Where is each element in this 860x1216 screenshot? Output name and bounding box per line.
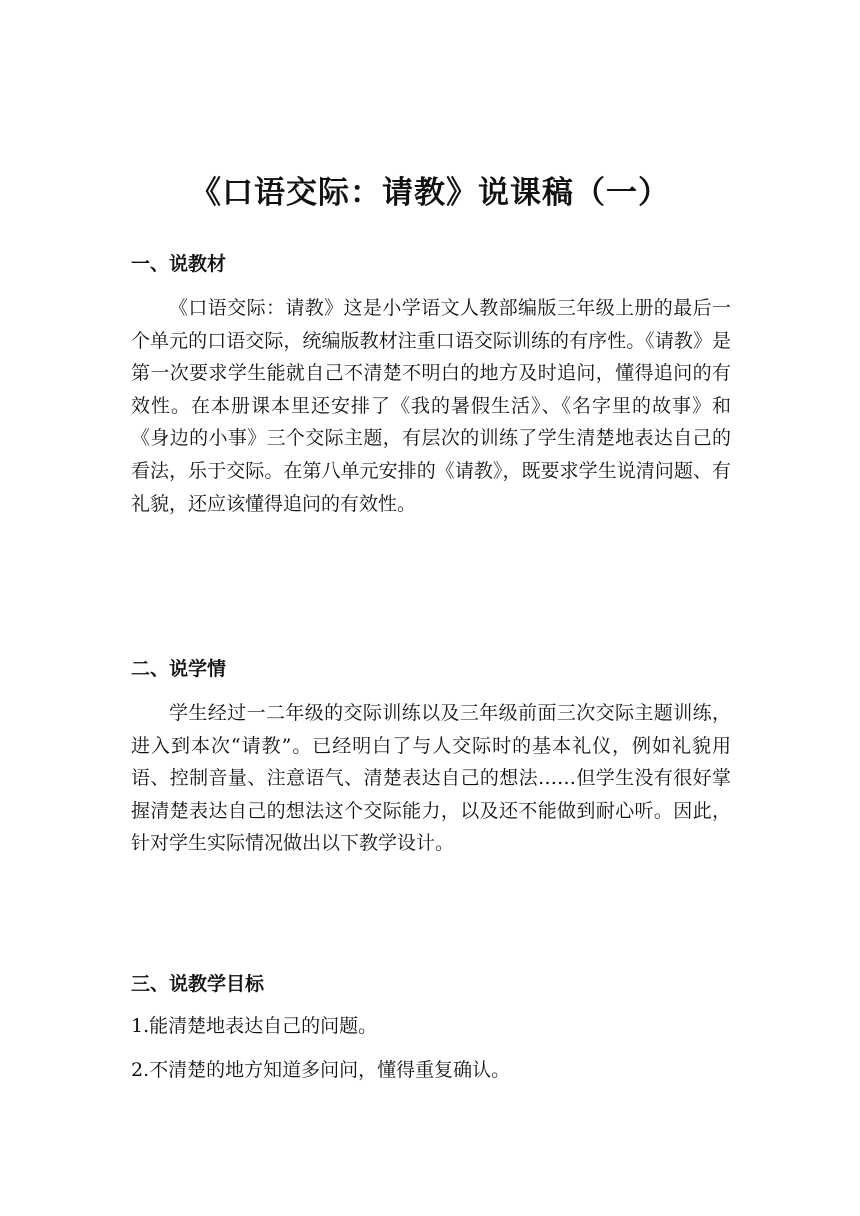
document-title: 《口语交际：请教》说课稿（一） [190,174,670,211]
list-item: 2.不清楚的地方知道多问问，懂得重复确认。 [131,1059,511,1081]
list-item: 1.能清楚地表达自己的问题。 [131,1015,378,1037]
section-paragraph: 《口语交际：请教》这是小学语文人教部编版三年级上册的最后一个单元的口语交际，统编版教材注重口语交际训练的有序性。《请教》是第一次要求学生能就自己不清楚不明白的地方及时追问，懂得追问的有效性。在本册课本里还安排了《我的暑假生活》、《名字里的故事》和《身边的小事》三个交际主题，有层次的训练了学生清楚地表达自己的看法，乐于交际。在第八单元安排的《请教》，既要求学生说清问题、有礼貌，还应该懂得追问的有效性。 [131,297,731,515]
section-heading: 一、说教材 [131,253,227,275]
section-heading: 三、说教学目标 [131,973,265,995]
section-objectives [131,970,731,1092]
section-paragraph: 学生经过一二年级的交际训练以及三年级前面三次交际主题训练，进入到本次“请教”。已经明白了与人交际时的基本礼仪，例如礼貌用语、控制音量、注意语气、清楚表达自己的想法……但学生没有很好掌握清楚表达自己的想法这个交际能力，以及还不能做到耐心听。因此，针对学生实际情况做出以下教学设计。 [131,702,731,855]
section-heading: 二、说学情 [131,658,227,680]
section-learners [131,655,731,860]
objectives-list [131,1004,731,1092]
section-textbook [131,250,731,520]
